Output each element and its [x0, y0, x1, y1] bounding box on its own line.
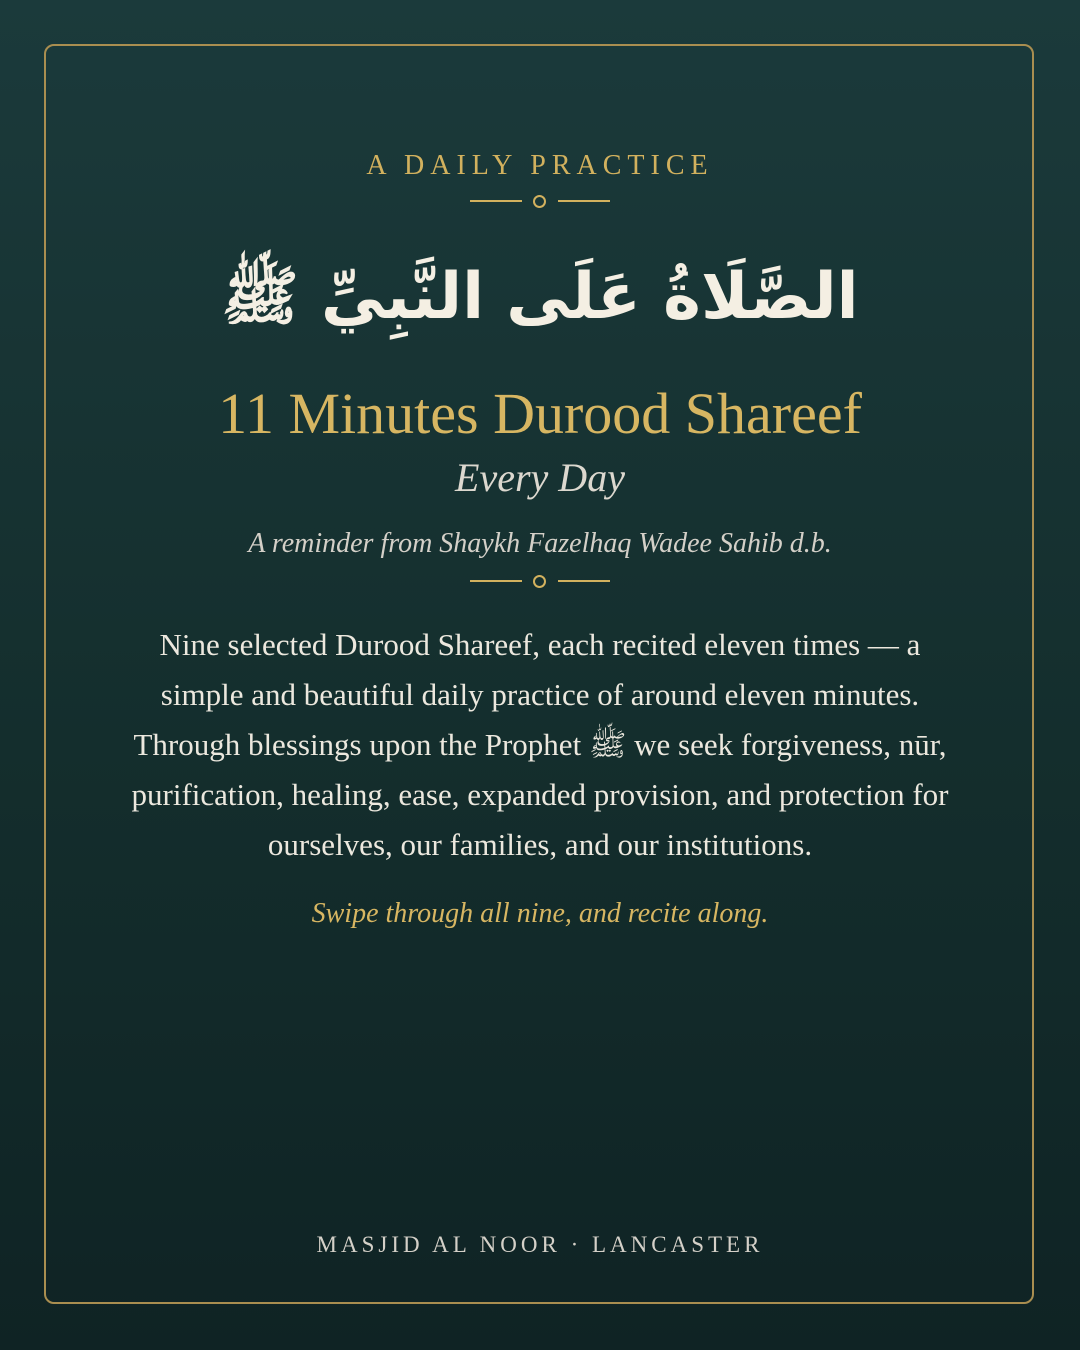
ornament-line-right — [558, 580, 610, 582]
ornament-line-right — [558, 200, 610, 202]
page-title: 11 Minutes Durood Shareef — [218, 381, 862, 446]
byline: A reminder from Shaykh Fazelhaq Wadee Sahib d.b. — [248, 528, 832, 559]
ornament-circle-icon — [533, 195, 546, 208]
footer-credit: MASJID AL NOOR · LANCASTER — [316, 1232, 764, 1257]
page-subtitle: Every Day — [455, 455, 625, 500]
ornament-divider-bottom — [470, 574, 610, 588]
description-line: Nine selected Durood Shareef, each recited eleven times — a — [159, 627, 921, 662]
ornament-line-left — [470, 200, 522, 202]
ornament-line-left — [470, 580, 522, 582]
swipe-prompt: Swipe through all nine, and recite along. — [311, 898, 769, 929]
description-line: ourselves, our families, and our institutions. — [267, 827, 813, 862]
description-line: simple and beautiful daily practice of around eleven minutes. — [160, 677, 920, 712]
description-paragraph — [110, 620, 970, 870]
eyebrow-label: A DAILY PRACTICE — [366, 150, 714, 181]
description-line: Through blessings upon the Prophet ﷺ we seek forgiveness, nūr, — [133, 727, 947, 762]
ornament-divider-top — [470, 194, 610, 208]
description-line: purification, healing, ease, expanded provision, and protection for — [131, 777, 949, 812]
arabic-heading: الصَّلَاةُ عَلَى النَّبِيِّ ﷺ — [221, 260, 859, 334]
ornament-circle-icon — [533, 575, 546, 588]
